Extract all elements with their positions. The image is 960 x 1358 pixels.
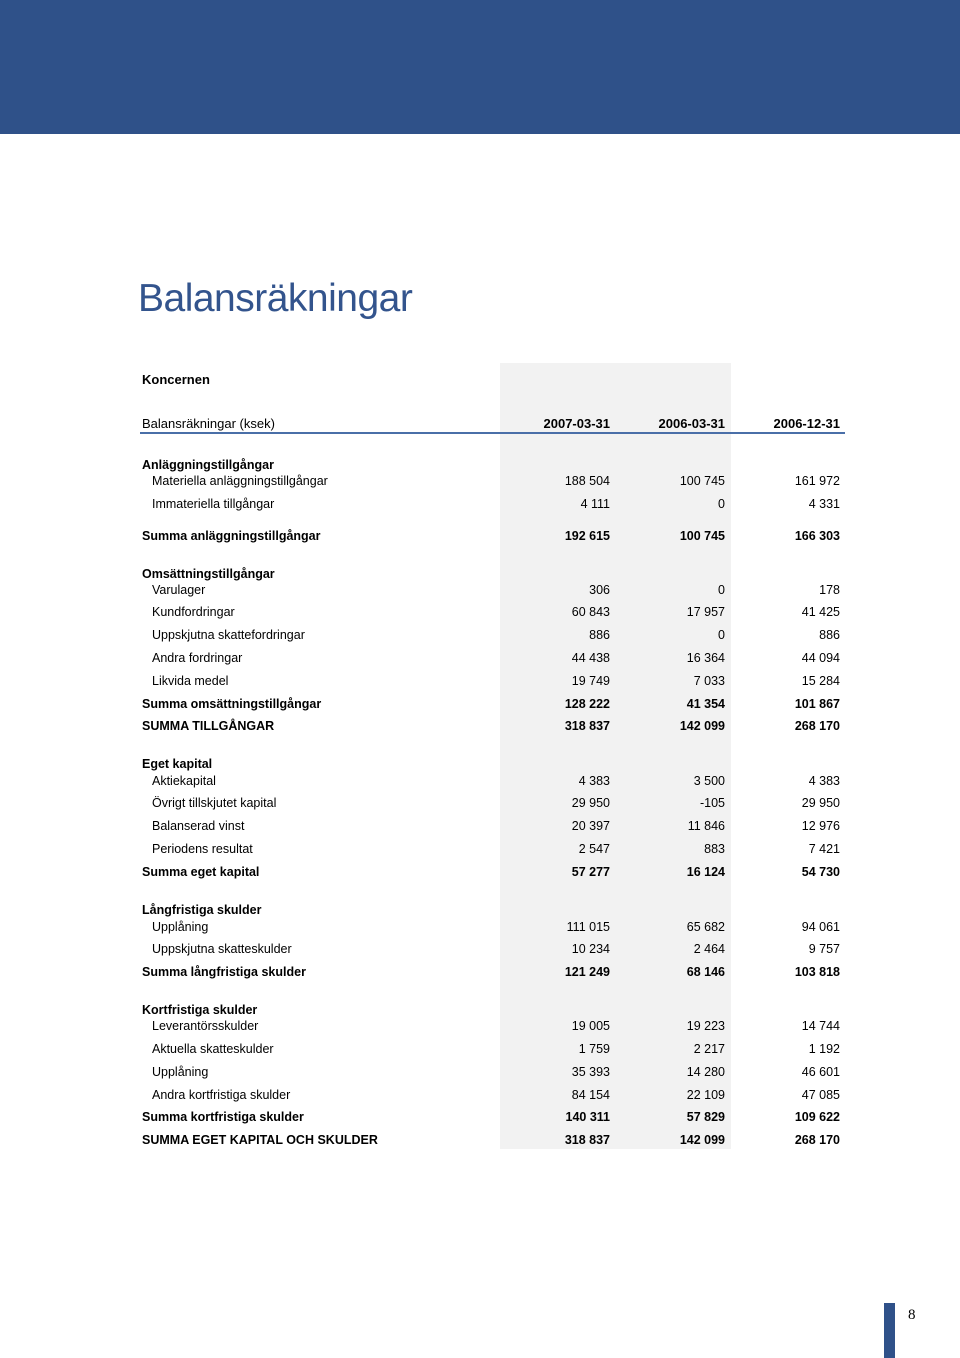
row-value: 46 601: [801, 1065, 840, 1079]
total-row: [0, 719, 960, 736]
table-row: [0, 920, 960, 937]
table-row: [0, 842, 960, 859]
row-value: 142 099: [679, 719, 725, 733]
section-heading-row: [0, 567, 960, 584]
row-value: 29 950: [801, 796, 840, 810]
row-value: 16 364: [686, 651, 725, 665]
row-label: Balanserad vinst: [152, 819, 245, 833]
column-header-date: 2006-12-31: [773, 416, 840, 431]
total-row: [0, 1133, 960, 1150]
row-value: 9 757: [808, 942, 840, 956]
row-label: Kundfordringar: [152, 605, 235, 619]
row-value: 886: [819, 628, 840, 642]
row-value: 0: [718, 583, 725, 597]
row-value: 4 383: [808, 774, 840, 788]
row-value: 17 957: [686, 605, 725, 619]
table-row: [0, 1019, 960, 1036]
table-row: [0, 474, 960, 491]
row-value: 44 438: [571, 651, 610, 665]
row-value: 140 311: [565, 1110, 610, 1124]
total-row: [0, 529, 960, 546]
row-value: 188 504: [564, 474, 610, 488]
row-value: 16 124: [686, 865, 725, 879]
row-value: 84 154: [571, 1088, 610, 1102]
section-heading-row: [0, 458, 960, 475]
row-value: 2 217: [693, 1042, 725, 1056]
row-label: SUMMA TILLGÅNGAR: [142, 719, 275, 733]
total-row: [0, 697, 960, 714]
row-value: 4 331: [808, 497, 840, 511]
row-label: Uppskjutna skattefordringar: [152, 628, 305, 642]
row-value: 886: [589, 628, 610, 642]
row-value: 103 818: [794, 965, 840, 979]
row-label: Andra fordringar: [152, 651, 243, 665]
row-value: 14 280: [686, 1065, 725, 1079]
row-value: 2 547: [578, 842, 610, 856]
column-header-date: 2007-03-31: [543, 416, 610, 431]
total-row: [0, 865, 960, 882]
row-value: 100 745: [679, 529, 725, 543]
row-value: 0: [718, 497, 725, 511]
row-value: 7 033: [693, 674, 725, 688]
row-value: 7 421: [808, 842, 840, 856]
row-label: Leverantörsskulder: [152, 1019, 259, 1033]
row-label: Eget kapital: [142, 757, 213, 771]
row-label: Summa långfristiga skulder: [142, 965, 306, 979]
row-value: 41 425: [801, 605, 840, 619]
row-label: Periodens resultat: [152, 842, 253, 856]
row-value: 4 111: [580, 497, 610, 511]
row-value: 2 464: [693, 942, 725, 956]
row-value: -105: [699, 796, 725, 810]
row-value: 178: [819, 583, 840, 597]
table-row: [0, 1065, 960, 1082]
row-value: 65 682: [686, 920, 725, 934]
row-value: 0: [718, 628, 725, 642]
row-value: 54 730: [801, 865, 840, 879]
row-value: 100 745: [679, 474, 725, 488]
row-value: 1 759: [578, 1042, 610, 1056]
row-value: 111 015: [566, 920, 610, 934]
row-value: 19 223: [686, 1019, 725, 1033]
table-row: [0, 605, 960, 622]
row-value: 318 837: [564, 1133, 610, 1147]
row-value: 121 249: [564, 965, 610, 979]
table-row: [0, 942, 960, 959]
row-label: Omsättningstillgångar: [142, 567, 275, 581]
row-label: Andra kortfristiga skulder: [152, 1088, 291, 1102]
row-label: Aktuella skatteskulder: [152, 1042, 274, 1056]
row-value: 35 393: [571, 1065, 610, 1079]
section-heading-row: [0, 757, 960, 774]
row-value: 12 976: [801, 819, 840, 833]
table-row: [0, 628, 960, 645]
row-label: Kortfristiga skulder: [142, 1003, 258, 1017]
total-row: [0, 965, 960, 982]
column-header-date: 2006-03-31: [658, 416, 725, 431]
row-label: Anläggningstillgångar: [142, 458, 274, 472]
row-label: Aktiekapital: [152, 774, 216, 788]
row-label: Summa omsättningstillgångar: [142, 697, 322, 711]
section-heading-row: [0, 1003, 960, 1020]
row-value: 101 867: [794, 697, 840, 711]
table-row: [0, 1088, 960, 1105]
row-value: 19 749: [571, 674, 610, 688]
row-label: Summa anläggningstillgångar: [142, 529, 321, 543]
row-value: 11 846: [687, 819, 725, 833]
row-value: 60 843: [571, 605, 610, 619]
row-value: 22 109: [686, 1088, 725, 1102]
section-heading-row: [0, 903, 960, 920]
row-value: 142 099: [679, 1133, 725, 1147]
table-header-label: Balansräkningar (ksek): [142, 416, 275, 431]
row-label: Likvida medel: [152, 674, 229, 688]
row-value: 1 192: [808, 1042, 840, 1056]
row-value: 128 222: [564, 697, 610, 711]
row-value: 3 500: [693, 774, 725, 788]
table-row: [0, 1042, 960, 1059]
row-value: 268 170: [794, 1133, 840, 1147]
row-value: 57 277: [571, 865, 610, 879]
row-label: Materiella anläggningstillgångar: [152, 474, 328, 488]
row-value: 41 354: [686, 697, 725, 711]
row-value: 47 085: [801, 1088, 840, 1102]
row-label: Upplåning: [152, 1065, 209, 1079]
table-row: [0, 497, 960, 514]
row-value: 15 284: [801, 674, 840, 688]
row-value: 4 383: [578, 774, 610, 788]
page-number: 8: [908, 1307, 916, 1323]
row-label: Summa kortfristiga skulder: [142, 1110, 304, 1124]
row-value: 19 005: [571, 1019, 610, 1033]
row-value: 883: [704, 842, 725, 856]
row-label: Immateriella tillgångar: [152, 497, 275, 511]
total-row: [0, 1110, 960, 1127]
table-row: [0, 819, 960, 836]
table-row: [0, 674, 960, 691]
table-row: [0, 796, 960, 813]
row-value: 318 837: [564, 719, 610, 733]
row-label: Uppskjutna skatteskulder: [152, 942, 292, 956]
row-value: 306: [589, 583, 610, 597]
row-value: 268 170: [794, 719, 840, 733]
group-heading: Koncernen: [142, 372, 210, 387]
table-row: [0, 774, 960, 791]
row-label: Summa eget kapital: [142, 865, 260, 879]
footer-accent-bar: [884, 1303, 895, 1358]
header-rule: [140, 432, 845, 434]
row-value: 68 146: [686, 965, 725, 979]
row-label: Varulager: [152, 583, 206, 597]
row-label: Upplåning: [152, 920, 209, 934]
row-value: 161 972: [794, 474, 840, 488]
row-label: Övrigt tillskjutet kapital: [152, 796, 277, 810]
row-value: 10 234: [571, 942, 610, 956]
row-value: 44 094: [801, 651, 840, 665]
row-value: 20 397: [571, 819, 610, 833]
table-row: [0, 651, 960, 668]
row-value: 29 950: [571, 796, 610, 810]
row-value: 57 829: [686, 1110, 725, 1124]
row-value: 14 744: [801, 1019, 840, 1033]
page-title: Balansräkningar: [138, 277, 413, 320]
row-label: Långfristiga skulder: [142, 903, 262, 917]
table-row: [0, 583, 960, 600]
row-value: 94 061: [801, 920, 840, 934]
header-banner: [0, 0, 960, 134]
row-value: 166 303: [794, 529, 840, 543]
row-value: 109 622: [794, 1110, 840, 1124]
row-value: 192 615: [564, 529, 610, 543]
row-label: SUMMA EGET KAPITAL OCH SKULDER: [142, 1133, 378, 1147]
